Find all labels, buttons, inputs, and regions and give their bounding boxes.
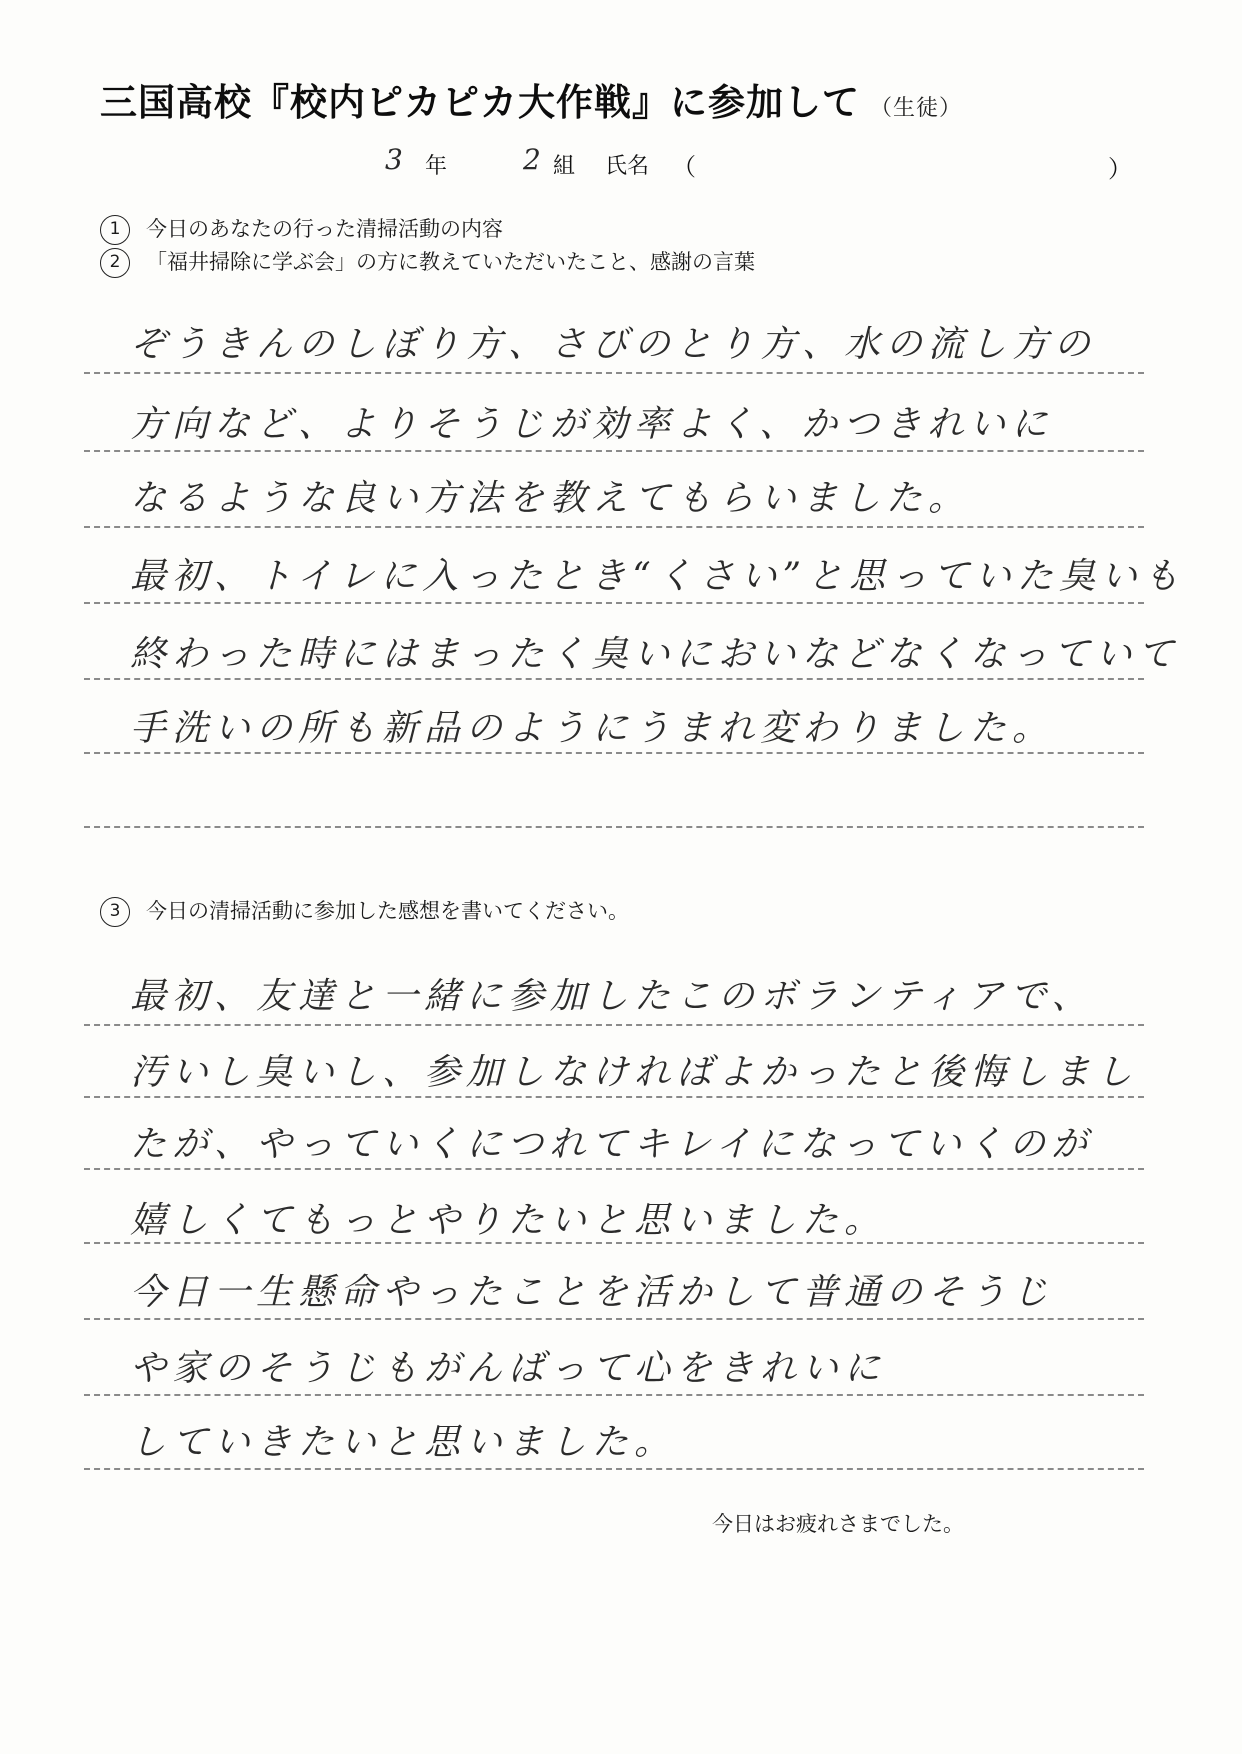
answer-a-line-2: 方向など、よりそうじが効率よく、かつきれいに: [130, 404, 1054, 445]
question-2-text: 「福井掃除に学ぶ会」の方に教えていただいたこと、感謝の言葉: [146, 250, 755, 274]
answer-b-line-3: たが、やっていくにつれてキレイになっていくのが: [130, 1124, 1094, 1165]
answer-a-line-3: なるような良い方法を教えてもらいました。: [130, 478, 971, 519]
ruled-line: [84, 1468, 1144, 1470]
class-label: 組: [553, 154, 576, 179]
name-paren-close: ）: [1108, 155, 1132, 183]
answer-b-line-4: 嬉しくてもっとやりたいと思いました。: [130, 1200, 887, 1241]
ruled-line: [84, 752, 1144, 754]
answer-a-line-1: ぞうきんのしぼり方、さびのとり方、水の流し方の: [130, 324, 1097, 365]
page-title: [100, 72, 962, 126]
question-3-number: 3: [100, 897, 130, 927]
student-info-row: [0, 143, 1242, 183]
ruled-line: [84, 1096, 1144, 1098]
ruled-line: [84, 826, 1144, 828]
answer-b-line-7: していきたいと思いました。: [130, 1422, 677, 1463]
question-2: [100, 246, 755, 278]
answer-a-line-4: 最初、トイレに入ったとき“くさい”と思っていた臭いも: [130, 556, 1186, 597]
answer-b-line-1: 最初、友達と一緒に参加したこのボランティアで、: [130, 976, 1094, 1017]
answer-a-line-5: 終わった時にはまったく臭いにおいなどなくなっていて: [130, 634, 1180, 675]
ruled-line: [84, 450, 1144, 452]
title-text: 三国高校『校内ピカピカ大作戦』に参加して: [100, 81, 860, 124]
question-1-number: 1: [100, 215, 130, 245]
ruled-line: [84, 372, 1144, 374]
question-2-number: 2: [100, 248, 130, 278]
grade-label: 年: [425, 154, 448, 179]
answer-a-line-6: 手洗いの所も新品のようにうまれ変わりました。: [130, 708, 1055, 749]
ruled-line: [84, 1242, 1144, 1244]
ruled-line: [84, 1394, 1144, 1396]
question-1-text: 今日のあなたの行った清掃活動の内容: [146, 217, 503, 241]
ruled-line: [84, 1318, 1144, 1320]
closing-message: 今日はお疲れさまでした。: [712, 1512, 964, 1536]
answer-b-line-5: 今日一生懸命やったことを活かして普通のそうじ: [130, 1272, 1055, 1313]
title-note: （生徒）: [870, 96, 963, 121]
name-label: 氏名: [605, 154, 650, 179]
question-3: [100, 895, 629, 927]
class-value: 2: [523, 143, 541, 176]
ruled-line: [84, 1168, 1144, 1170]
name-paren-open: （: [672, 153, 696, 181]
answer-b-line-2: 汚いし臭いし、参加しなければよかったと後悔しまし: [130, 1052, 1139, 1093]
ruled-line: [84, 526, 1144, 528]
ruled-line: [84, 1024, 1144, 1026]
ruled-line: [84, 678, 1144, 680]
question-3-text: 今日の清掃活動に参加した感想を書いてください。: [146, 899, 629, 923]
ruled-line: [84, 602, 1144, 604]
answer-b-line-6: や家のそうじもがんばって心をきれいに: [130, 1348, 887, 1389]
question-1: [100, 213, 503, 245]
grade-value: 3: [385, 143, 403, 176]
